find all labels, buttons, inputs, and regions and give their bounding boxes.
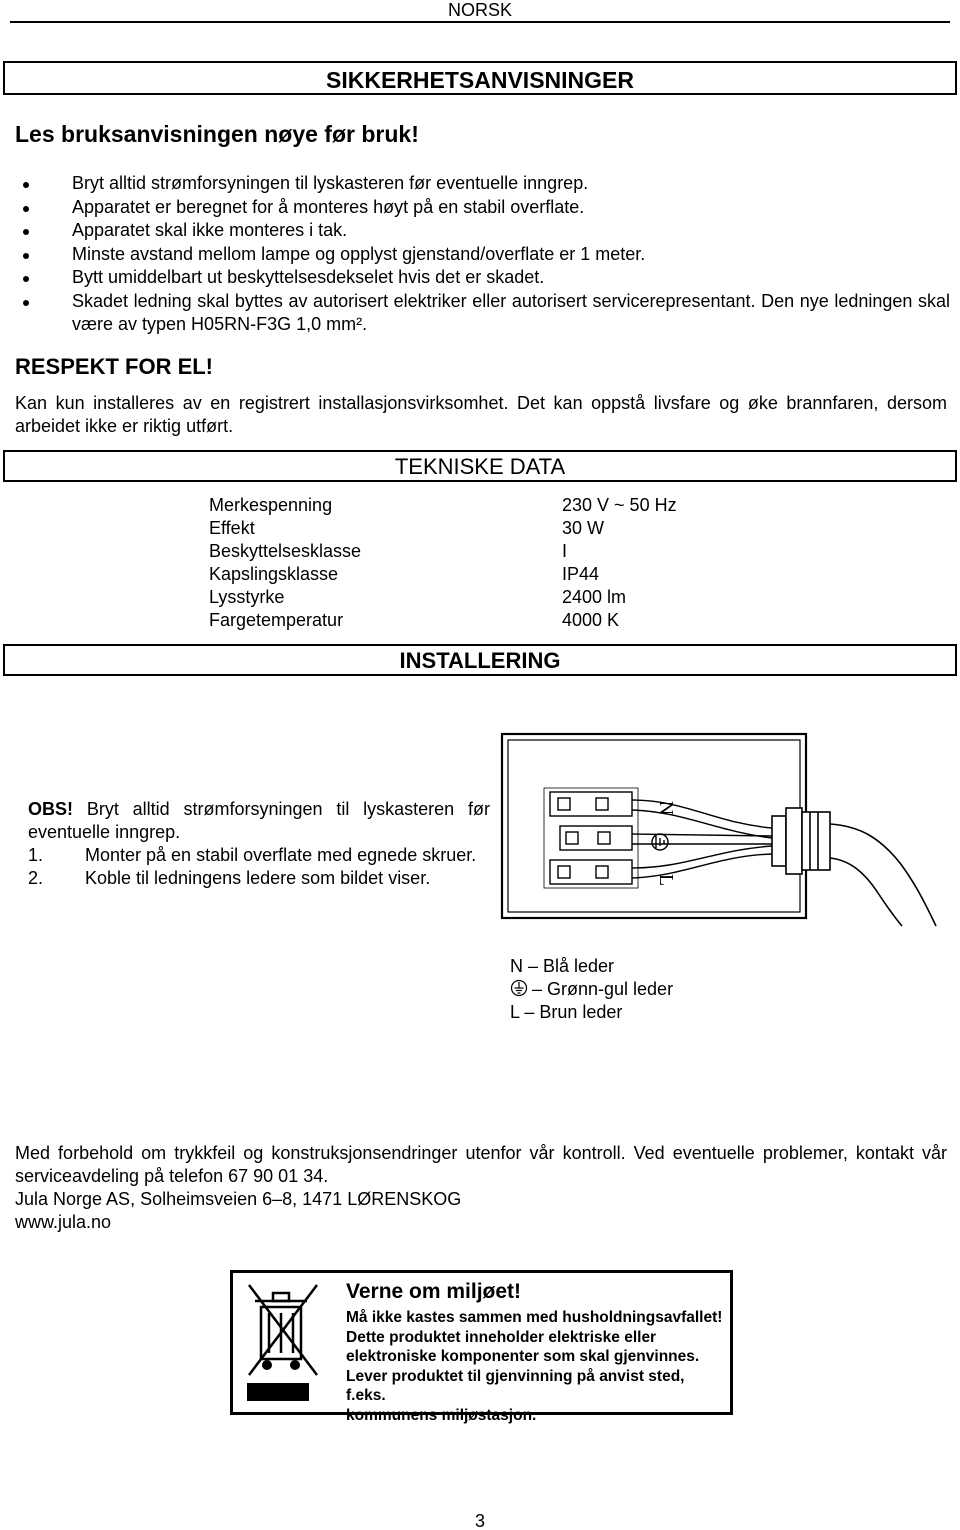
website-link[interactable]: www.jula.no <box>15 1212 112 1232</box>
disclaimer-text: Med forbehold om trykkfeil og konstruksjonsendringer utenfor vår kontroll. Ved eventuelle problemer, kontakt vår serviceavdeling på telefon 67 90 01 34. <box>15 1143 947 1186</box>
environment-title: Verne om miljøet! <box>346 1280 522 1303</box>
spec-label: Lysstyrke <box>209 587 285 607</box>
spec-value: I <box>562 541 568 561</box>
table-row <box>209 494 729 517</box>
bullet-icon <box>23 206 29 212</box>
legend-neutral: N – Blå leder <box>510 956 615 976</box>
environment-notice <box>230 1270 733 1424</box>
install-instructions <box>28 798 490 890</box>
list-item: Minste avstand mellom lampe og opplyst gjenstand/overflate er 1 meter. <box>15 243 950 267</box>
spec-value: 30 W <box>562 518 605 538</box>
wiring-diagram <box>500 728 940 928</box>
footer-contact <box>15 1142 947 1234</box>
bullet-icon <box>23 276 29 282</box>
bullet-icon <box>23 229 29 235</box>
obs-text: Bryt alltid strømforsyningen til lyskasteren før eventuelle inngrep. <box>28 799 490 842</box>
step-text: Monter på en stabil overflate med egnede skruer. <box>85 845 477 865</box>
legend-live: L – Brun leder <box>510 1002 623 1022</box>
spec-value: IP44 <box>562 564 600 584</box>
spec-label: Effekt <box>209 518 255 538</box>
tech-title: TEKNISKE DATA <box>394 454 566 479</box>
safety-bullet-list <box>15 172 950 337</box>
table-row <box>209 563 729 586</box>
table-row <box>209 540 729 563</box>
install-title-box <box>3 644 957 676</box>
terminal-block <box>544 788 638 888</box>
install-title: INSTALLERING <box>399 648 561 673</box>
spec-label: Beskyttelsesklasse <box>209 541 362 561</box>
environment-line: Dette produktet inneholder elektriske eller <box>346 1328 657 1346</box>
step-text: Koble til ledningens ledere som bildet viser. <box>85 868 431 888</box>
cable-line-bottom <box>830 858 902 926</box>
earth-terminal-icon <box>652 834 668 850</box>
environment-line: kommunens miljøstasjon. <box>346 1406 537 1424</box>
environment-line: elektroniske komponenter som skal gjenvinnes. <box>346 1348 700 1365</box>
company-address: Jula Norge AS, Solheimsveien 6–8, 1471 LØRENSKOG <box>15 1189 462 1209</box>
earth-icon <box>510 979 528 997</box>
cable-line-top <box>830 824 936 926</box>
spec-table <box>209 494 729 632</box>
tech-title-box <box>3 450 957 482</box>
crossed-bin-icon <box>243 1279 323 1379</box>
page-number: 3 <box>474 1511 485 1530</box>
environment-line: Må ikke kastes sammen med husholdningsavfallet! <box>346 1309 723 1326</box>
obs-note <box>28 798 490 844</box>
cable-gland <box>772 808 830 874</box>
spec-label: Merkespenning <box>209 495 333 515</box>
weee-bar <box>247 1383 309 1401</box>
list-item: Apparatet skal ikke monteres i tak. <box>15 219 950 243</box>
spec-value: 2400 lm <box>562 587 627 607</box>
bullet-icon <box>23 300 29 306</box>
spec-value: 4000 K <box>562 610 620 630</box>
list-item: Apparatet er beregnet for å monteres høyt på en stabil overflate. <box>15 196 950 220</box>
table-row <box>209 609 729 632</box>
wiring-legend <box>510 955 673 1024</box>
table-row <box>209 586 729 609</box>
terminal-label-l: L <box>655 873 677 887</box>
read-manual-heading: Les bruksanvisningen nøye før bruk! <box>15 121 419 147</box>
list-item <box>28 867 490 890</box>
bullet-icon <box>23 182 29 188</box>
safety-title-box <box>3 61 957 95</box>
step-number: 2. <box>28 868 44 888</box>
spec-value: 230 V ~ 50 Hz <box>562 495 677 515</box>
legend-earth-text: – Grønn-gul leder <box>532 979 674 999</box>
environment-text <box>346 1308 726 1425</box>
spec-label: Fargetemperatur <box>209 610 344 630</box>
safety-title: SIKKERHETSANVISNINGER <box>326 67 634 93</box>
obs-label: OBS! <box>28 799 73 819</box>
terminal-label-n: N <box>655 800 677 816</box>
header-divider <box>10 21 950 23</box>
list-item: Bryt alltid strømforsyningen til lyskasteren før eventuelle inngrep. <box>15 172 950 196</box>
respekt-heading: RESPEKT FOR EL! <box>15 354 214 379</box>
spec-label: Kapslingsklasse <box>209 564 339 584</box>
list-item: Skadet ledning skal byttes av autorisert elektriker eller autorisert servicerepresentant. Den nye ledningen skal være av typen H05RN-F3G 1,0 mm². <box>15 290 950 337</box>
environment-line: Lever produktet til gjenvinning på anvist sted, f.eks. <box>346 1367 685 1404</box>
respekt-text: Kan kun installeres av en registrert installasjonsvirksomhet. Det kan oppstå livsfare og øke brannfaren, dersom arbeidet ikke er riktig utført. <box>15 393 947 436</box>
bullet-icon <box>23 253 29 259</box>
legend-earth <box>510 978 673 1001</box>
list-item <box>28 844 490 867</box>
table-row <box>209 517 729 540</box>
step-number: 1. <box>28 845 44 865</box>
language-label: NORSK <box>447 0 512 20</box>
list-item: Bytt umiddelbart ut beskyttelsesdekselet hvis det er skadet. <box>15 266 950 290</box>
